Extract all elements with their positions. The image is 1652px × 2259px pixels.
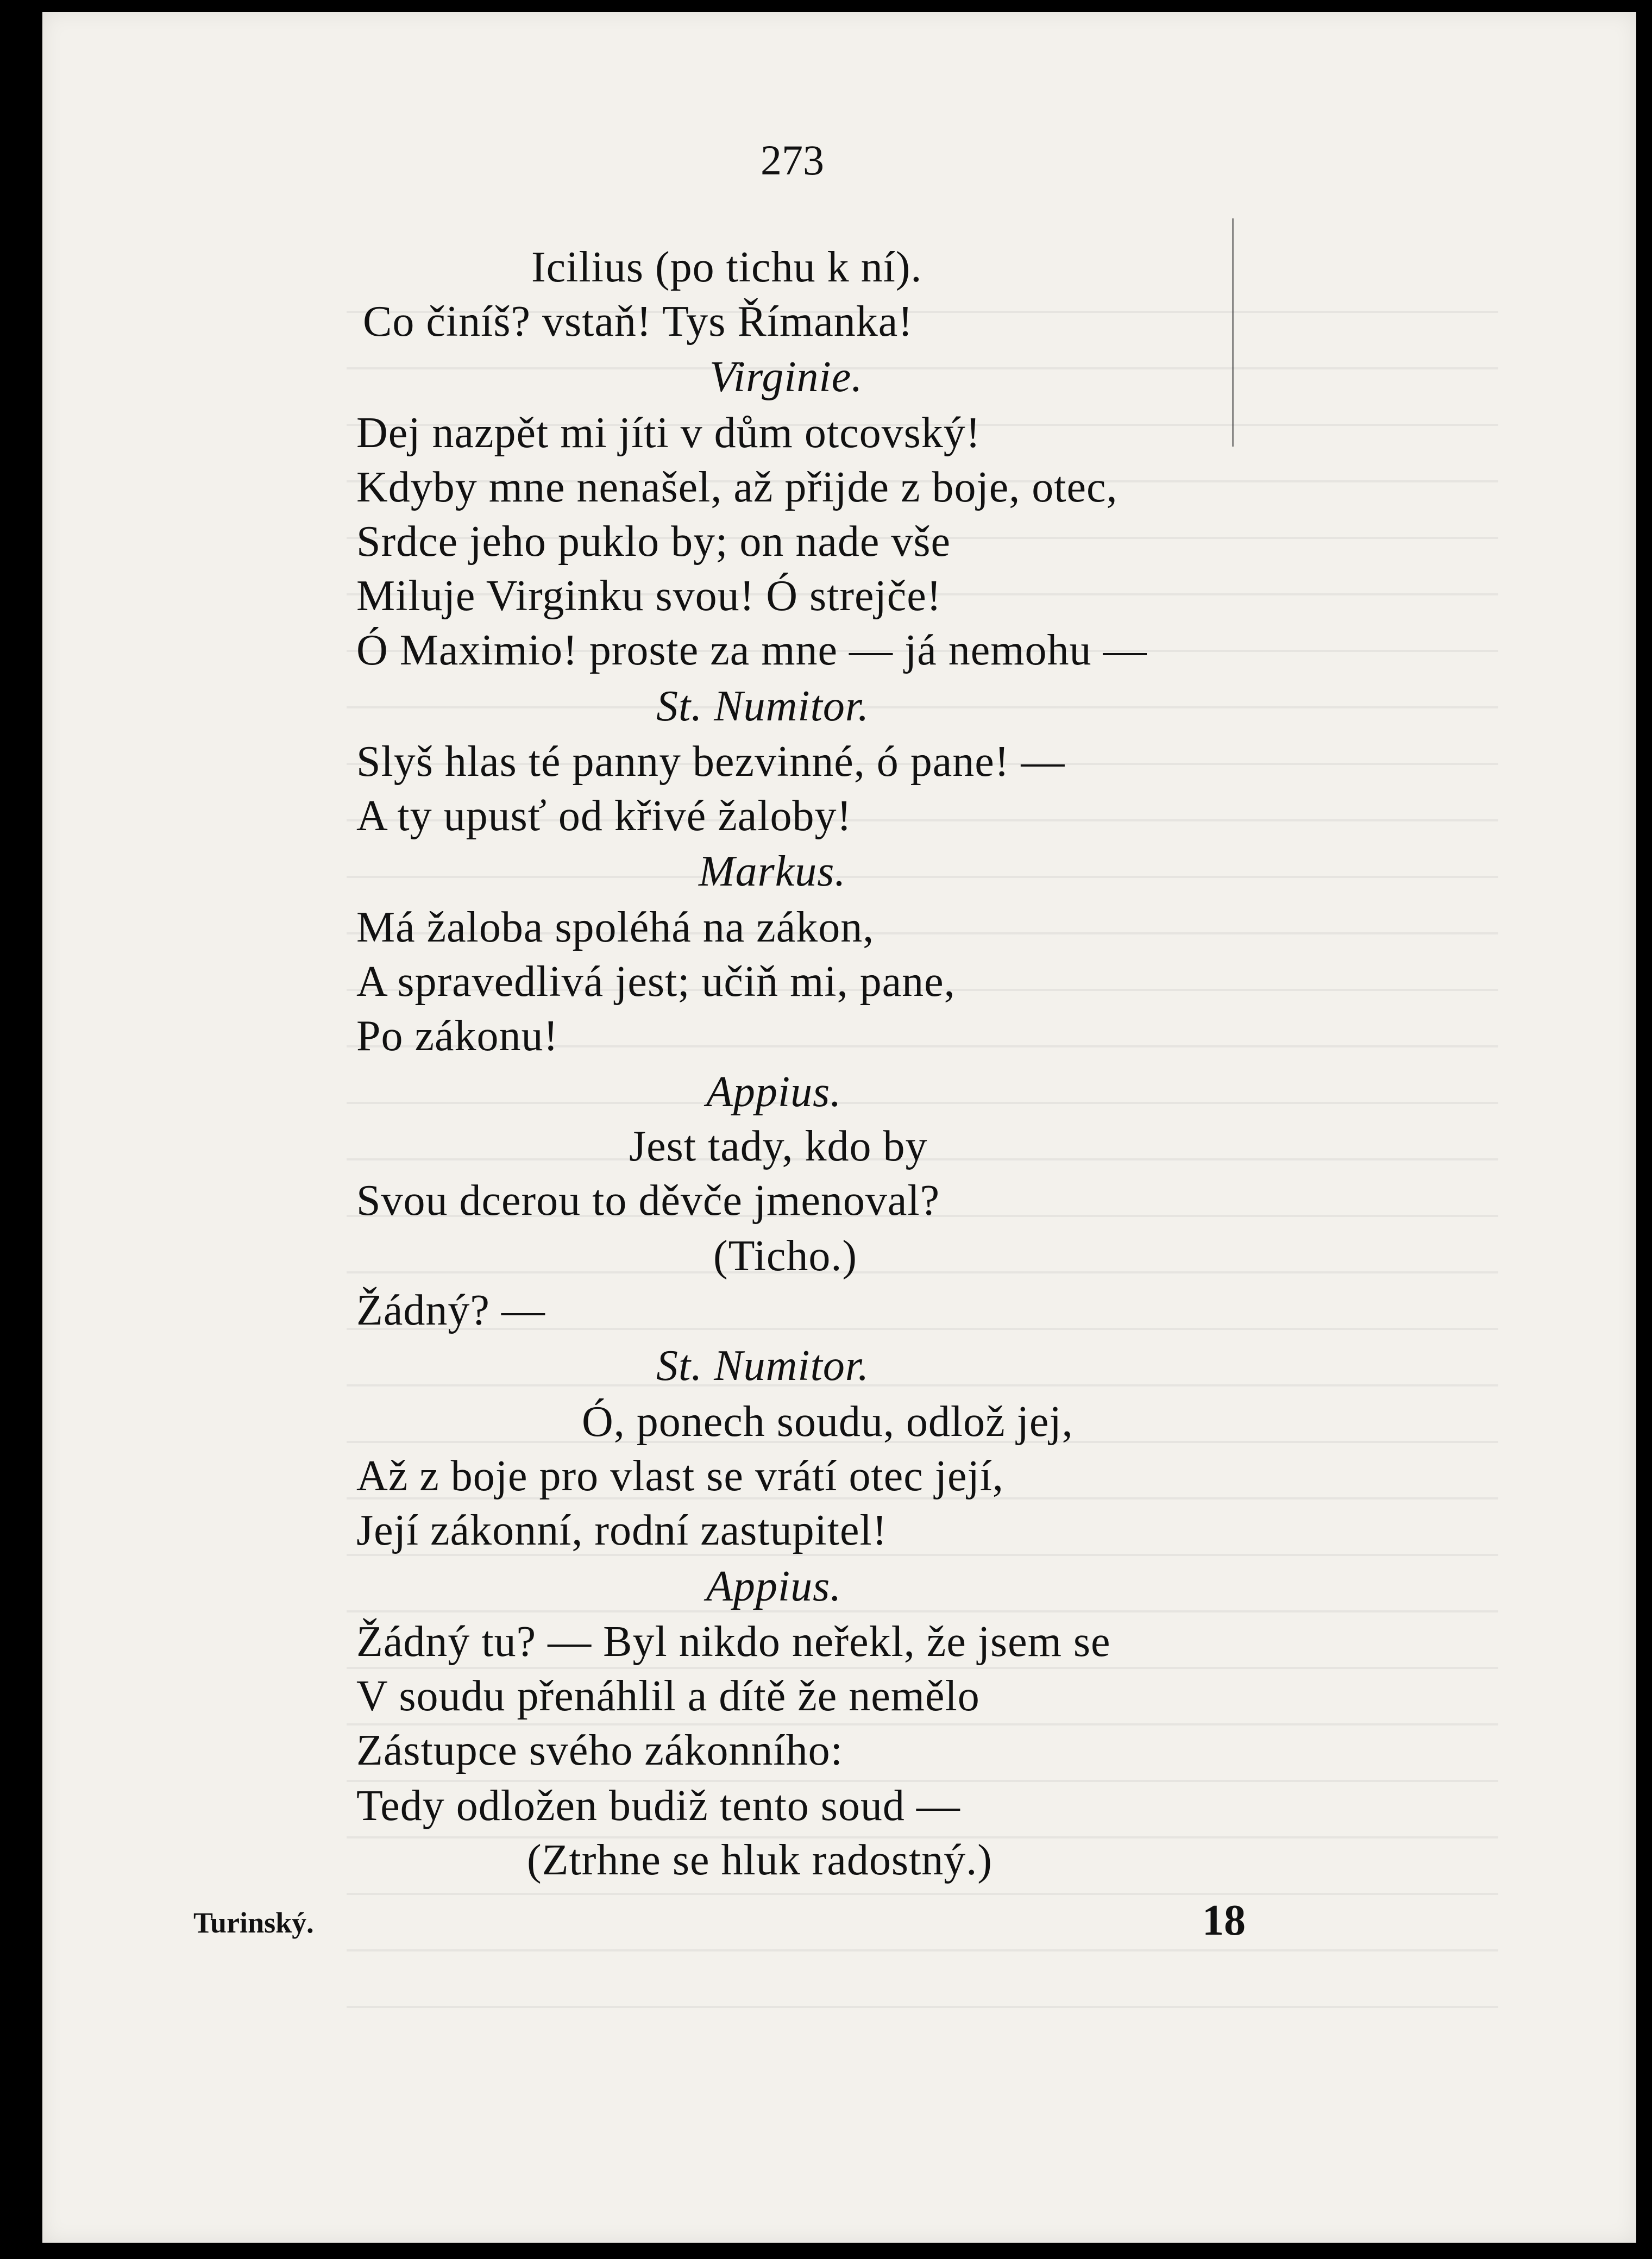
margin-mark bbox=[1232, 218, 1234, 447]
speaker-heading: St. Numitor. bbox=[656, 682, 870, 730]
verse-line: Její zákonní, rodní zastupitel! bbox=[356, 1507, 888, 1554]
speaker-heading: Virginie. bbox=[709, 353, 863, 401]
stage-direction: (Ztrhne se hluk radostný.) bbox=[527, 1836, 993, 1884]
verse-line: Miluje Virginku svou! Ó strejče! bbox=[356, 572, 942, 620]
book-page bbox=[42, 12, 1636, 2243]
verse-line: Má žaloba spoléhá na zákon, bbox=[356, 903, 875, 951]
speaker-heading: Markus. bbox=[699, 848, 846, 895]
verse-line: Dej nazpět mi jíti v dům otcovský! bbox=[356, 409, 981, 457]
verse-line: A ty upusť od křivé žaloby! bbox=[356, 792, 852, 840]
verse-line: V soudu přenáhlil a dítě že nemělo bbox=[356, 1672, 980, 1720]
verse-line: Ó Maximio! proste za mne — já nemohu — bbox=[356, 626, 1147, 674]
stage-direction: (Ticho.) bbox=[713, 1232, 858, 1280]
verse-line: Tedy odložen budiž tento soud — bbox=[356, 1782, 960, 1830]
page-number: 273 bbox=[761, 136, 824, 184]
verse-line: Zástupce svého zákonního: bbox=[356, 1727, 843, 1774]
verse-line: Žádný? — bbox=[356, 1287, 545, 1334]
verse-line: Slyš hlas té panny bezvinné, ó pane! — bbox=[356, 738, 1065, 786]
verse-line: Svou dcerou to děvče jmenoval? bbox=[356, 1177, 940, 1225]
verse-line: Co činíš? vstaň! Tys Římanka! bbox=[363, 298, 913, 346]
verse-line: Ó, ponech soudu, odlož jej, bbox=[582, 1398, 1073, 1446]
speaker-heading: Icilius (po tichu k ní). bbox=[531, 243, 922, 291]
verse-line: Žádný tu? — Byl nikdo neřekl, že jsem se bbox=[356, 1618, 1111, 1666]
verse-line: A spravedlivá jest; učiň mi, pane, bbox=[356, 958, 956, 1006]
verse-line: Po zákonu! bbox=[356, 1012, 559, 1060]
speaker-heading: St. Numitor. bbox=[656, 1342, 870, 1390]
verse-line: Až z boje pro vlast se vrátí otec její, bbox=[356, 1452, 1004, 1500]
speaker-heading: Appius. bbox=[706, 1068, 842, 1116]
speaker-heading: Appius. bbox=[706, 1563, 842, 1610]
verse-line: Srdce jeho puklo by; on nade vše bbox=[356, 518, 951, 566]
verse-line: Kdyby mne nenašel, až přijde z boje, otec, bbox=[356, 463, 1118, 511]
printer-signature-mark: 18 bbox=[1202, 1897, 1246, 1944]
footer-author-signature: Turinský. bbox=[193, 1906, 314, 1939]
verse-line: Jest tady, kdo by bbox=[629, 1122, 928, 1170]
